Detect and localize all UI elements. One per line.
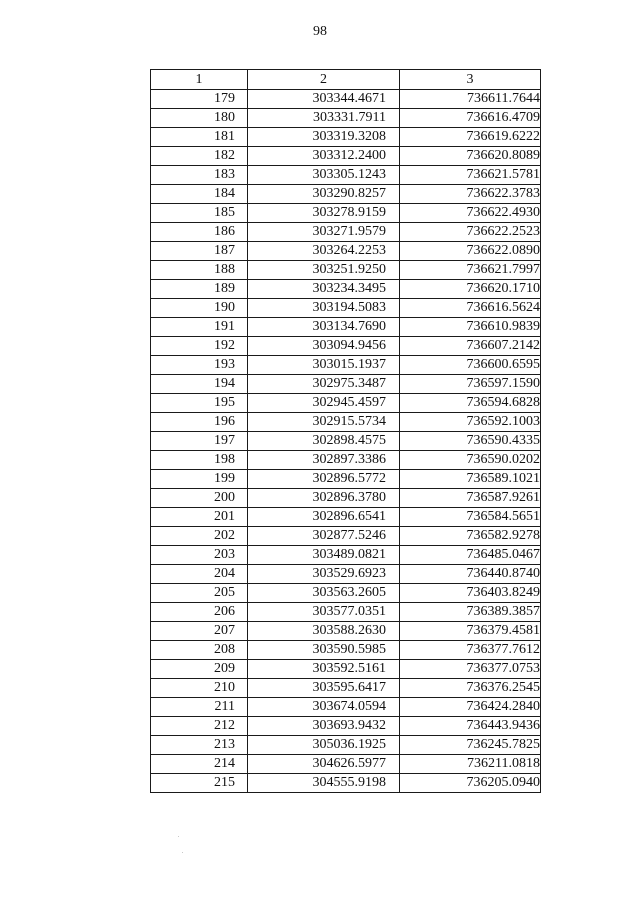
column-header-3: 3 (400, 70, 541, 90)
coordinate-x-cell: 302877.5246 (248, 527, 400, 546)
coordinate-y-cell: 736443.9436 (400, 717, 541, 736)
point-number-cell: 215 (151, 774, 248, 793)
coordinate-x-cell: 302896.3780 (248, 489, 400, 508)
coordinate-x-cell: 302915.5734 (248, 413, 400, 432)
table-row (151, 755, 541, 774)
table-row (151, 527, 541, 546)
point-number-cell: 179 (151, 90, 248, 109)
point-number-cell: 186 (151, 223, 248, 242)
table-row (151, 337, 541, 356)
point-number-cell: 198 (151, 451, 248, 470)
coordinate-y-cell: 736376.2545 (400, 679, 541, 698)
coordinate-x-cell: 303590.5985 (248, 641, 400, 660)
table-row (151, 565, 541, 584)
coordinate-y-cell: 736584.5651 (400, 508, 541, 527)
coordinate-x-cell: 302975.3487 (248, 375, 400, 394)
coordinate-x-cell: 303489.0821 (248, 546, 400, 565)
coordinate-x-cell: 302898.4575 (248, 432, 400, 451)
coordinate-y-cell: 736582.9278 (400, 527, 541, 546)
coordinate-y-cell: 736607.2142 (400, 337, 541, 356)
point-number-cell: 193 (151, 356, 248, 375)
coordinate-y-cell: 736590.0202 (400, 451, 541, 470)
coordinate-y-cell: 736592.1003 (400, 413, 541, 432)
coordinate-y-cell: 736621.7997 (400, 261, 541, 280)
table-row (151, 679, 541, 698)
coordinate-x-cell: 303251.9250 (248, 261, 400, 280)
coordinate-y-cell: 736622.4930 (400, 204, 541, 223)
coordinate-x-cell: 303312.2400 (248, 147, 400, 166)
table-row (151, 470, 541, 489)
point-number-cell: 189 (151, 280, 248, 299)
coordinate-y-cell: 736211.0818 (400, 755, 541, 774)
coordinate-x-cell: 302945.4597 (248, 394, 400, 413)
coordinate-y-cell: 736485.0467 (400, 546, 541, 565)
table-row (151, 603, 541, 622)
table-row (151, 375, 541, 394)
coordinate-x-cell: 303674.0594 (248, 698, 400, 717)
table-row (151, 109, 541, 128)
table-row (151, 242, 541, 261)
coordinates-table (150, 69, 541, 793)
coordinate-y-cell: 736245.7825 (400, 736, 541, 755)
point-number-cell: 187 (151, 242, 248, 261)
coordinate-y-cell: 736621.5781 (400, 166, 541, 185)
point-number-cell: 195 (151, 394, 248, 413)
coordinate-y-cell: 736622.3783 (400, 185, 541, 204)
coordinate-x-cell: 303094.9456 (248, 337, 400, 356)
coordinate-x-cell: 303588.2630 (248, 622, 400, 641)
table-row (151, 698, 541, 717)
table-row (151, 489, 541, 508)
table-row (151, 432, 541, 451)
coordinate-y-cell: 736622.0890 (400, 242, 541, 261)
point-number-cell: 201 (151, 508, 248, 527)
table-row (151, 660, 541, 679)
coordinate-y-cell: 736590.4335 (400, 432, 541, 451)
coordinate-x-cell: 304555.9198 (248, 774, 400, 793)
coordinate-x-cell: 303264.2253 (248, 242, 400, 261)
table-row (151, 413, 541, 432)
point-number-cell: 181 (151, 128, 248, 147)
point-number-cell: 210 (151, 679, 248, 698)
page-number: 98 (313, 24, 327, 39)
coordinate-x-cell: 304626.5977 (248, 755, 400, 774)
table-row (151, 299, 541, 318)
point-number-cell: 200 (151, 489, 248, 508)
coordinate-y-cell: 736389.3857 (400, 603, 541, 622)
point-number-cell: 202 (151, 527, 248, 546)
point-number-cell: 192 (151, 337, 248, 356)
point-number-cell: 208 (151, 641, 248, 660)
table-row (151, 185, 541, 204)
coordinate-x-cell: 303278.9159 (248, 204, 400, 223)
coordinate-x-cell: 303592.5161 (248, 660, 400, 679)
header-row (151, 70, 541, 90)
table-header (151, 70, 541, 90)
point-number-cell: 213 (151, 736, 248, 755)
table-row (151, 261, 541, 280)
point-number-cell: 206 (151, 603, 248, 622)
point-number-cell: 207 (151, 622, 248, 641)
table-row (151, 451, 541, 470)
point-number-cell: 185 (151, 204, 248, 223)
point-number-cell: 182 (151, 147, 248, 166)
coordinate-x-cell: 303595.6417 (248, 679, 400, 698)
table-row (151, 147, 541, 166)
point-number-cell: 180 (151, 109, 248, 128)
coordinate-x-cell: 303134.7690 (248, 318, 400, 337)
coordinate-y-cell: 736594.6828 (400, 394, 541, 413)
point-number-cell: 191 (151, 318, 248, 337)
coordinate-y-cell: 736587.9261 (400, 489, 541, 508)
table-row (151, 223, 541, 242)
coordinate-x-cell: 303319.3208 (248, 128, 400, 147)
point-number-cell: 199 (151, 470, 248, 489)
coordinate-x-cell: 303305.1243 (248, 166, 400, 185)
point-number-cell: 214 (151, 755, 248, 774)
coordinate-y-cell: 736610.9839 (400, 318, 541, 337)
table-row (151, 394, 541, 413)
coordinate-y-cell: 736379.4581 (400, 622, 541, 641)
coordinate-x-cell: 303234.3495 (248, 280, 400, 299)
coordinate-y-cell: 736377.7612 (400, 641, 541, 660)
point-number-cell: 188 (151, 261, 248, 280)
coordinate-x-cell: 303015.1937 (248, 356, 400, 375)
coordinate-x-cell: 303529.6923 (248, 565, 400, 584)
scan-speck (178, 836, 179, 837)
table-row (151, 204, 541, 223)
coordinate-x-cell: 303194.5083 (248, 299, 400, 318)
table-row (151, 508, 541, 527)
coordinate-x-cell: 302897.3386 (248, 451, 400, 470)
table-row (151, 166, 541, 185)
table-row (151, 356, 541, 375)
table-row (151, 128, 541, 147)
table-row (151, 546, 541, 565)
table-row (151, 318, 541, 337)
table-row (151, 584, 541, 603)
column-header-1: 1 (151, 70, 248, 90)
coordinate-y-cell: 736620.8089 (400, 147, 541, 166)
point-number-cell: 196 (151, 413, 248, 432)
coordinate-y-cell: 736377.0753 (400, 660, 541, 679)
coordinate-x-cell: 303290.8257 (248, 185, 400, 204)
point-number-cell: 205 (151, 584, 248, 603)
table-row (151, 641, 541, 660)
coordinate-x-cell: 302896.5772 (248, 470, 400, 489)
point-number-cell: 183 (151, 166, 248, 185)
scan-speck (182, 852, 183, 853)
table-row (151, 717, 541, 736)
coordinate-x-cell: 303344.4671 (248, 90, 400, 109)
coordinate-x-cell: 303693.9432 (248, 717, 400, 736)
point-number-cell: 211 (151, 698, 248, 717)
table-row (151, 622, 541, 641)
coordinate-y-cell: 736205.0940 (400, 774, 541, 793)
point-number-cell: 197 (151, 432, 248, 451)
point-number-cell: 209 (151, 660, 248, 679)
coordinate-y-cell: 736616.5624 (400, 299, 541, 318)
coordinate-y-cell: 736589.1021 (400, 470, 541, 489)
coordinate-y-cell: 736403.8249 (400, 584, 541, 603)
point-number-cell: 204 (151, 565, 248, 584)
coordinate-y-cell: 736620.1710 (400, 280, 541, 299)
point-number-cell: 203 (151, 546, 248, 565)
coordinate-y-cell: 736440.8740 (400, 565, 541, 584)
coordinate-y-cell: 736622.2523 (400, 223, 541, 242)
coordinate-x-cell: 302896.6541 (248, 508, 400, 527)
table-row (151, 736, 541, 755)
point-number-cell: 194 (151, 375, 248, 394)
table-body (151, 90, 541, 793)
coordinate-x-cell: 303271.9579 (248, 223, 400, 242)
coordinate-x-cell: 303577.0351 (248, 603, 400, 622)
column-header-2: 2 (248, 70, 400, 90)
point-number-cell: 184 (151, 185, 248, 204)
point-number-cell: 212 (151, 717, 248, 736)
coordinate-x-cell: 303331.7911 (248, 109, 400, 128)
coordinate-y-cell: 736616.4709 (400, 109, 541, 128)
coordinate-x-cell: 305036.1925 (248, 736, 400, 755)
table-row (151, 280, 541, 299)
coordinate-y-cell: 736424.2840 (400, 698, 541, 717)
point-number-cell: 190 (151, 299, 248, 318)
table-row (151, 90, 541, 109)
coordinate-y-cell: 736600.6595 (400, 356, 541, 375)
coordinate-y-cell: 736611.7644 (400, 90, 541, 109)
table-row (151, 774, 541, 793)
coordinate-y-cell: 736619.6222 (400, 128, 541, 147)
coordinate-y-cell: 736597.1590 (400, 375, 541, 394)
coordinate-x-cell: 303563.2605 (248, 584, 400, 603)
